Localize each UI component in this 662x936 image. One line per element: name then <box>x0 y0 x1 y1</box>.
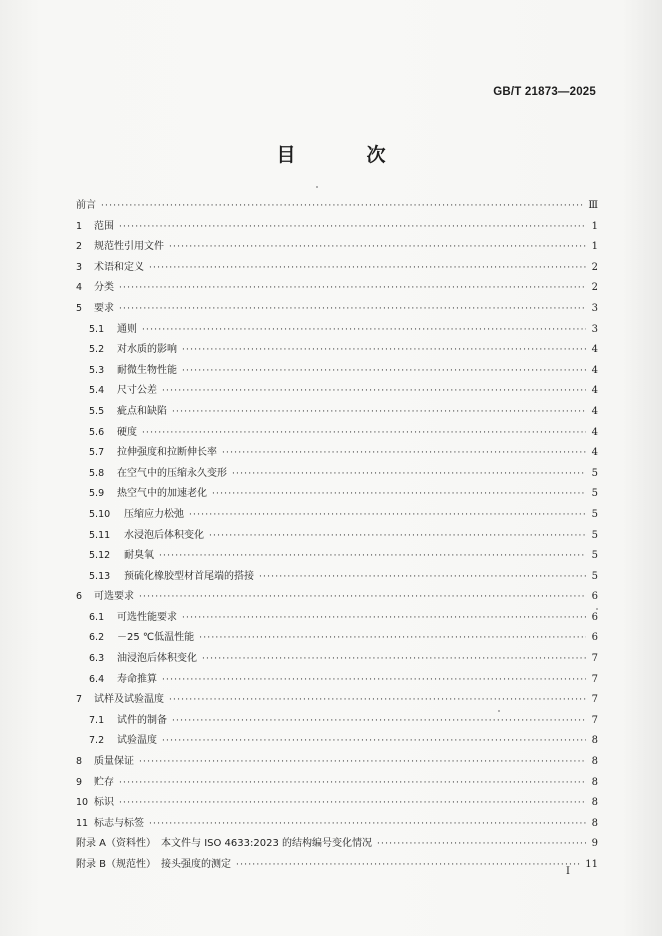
toc-entry-title: 试验温度 <box>117 735 157 747</box>
toc-entry-number: 5.8 <box>89 467 105 479</box>
toc-entry[interactable] <box>76 546 598 567</box>
toc-entry-page: 5 <box>591 488 598 500</box>
dot-leader <box>172 711 586 732</box>
toc-entry-number: 5.6 <box>89 426 105 438</box>
toc-entry-title: 通则 <box>117 323 137 335</box>
dot-leader <box>119 278 586 299</box>
toc-entry-number: 5 <box>76 302 83 314</box>
toc-entry-title: 拉伸强度和拉断伸长率 <box>117 447 217 459</box>
toc-entry-page: 6 <box>591 591 598 603</box>
dot-leader <box>199 628 586 649</box>
toc-entry[interactable] <box>76 237 598 258</box>
toc-entry[interactable] <box>76 340 598 361</box>
toc-entry[interactable] <box>76 752 598 773</box>
footer-page-number: Ⅰ <box>566 866 570 877</box>
toc-entry-title: 范围 <box>94 220 114 232</box>
toc-entry-page: 1 <box>591 220 598 232</box>
dot-leader <box>162 381 586 402</box>
dot-leader <box>182 340 586 361</box>
toc-entry[interactable] <box>76 258 598 279</box>
toc-entry[interactable] <box>76 464 598 485</box>
toc-entry-title: 预硫化橡胶型材首尾端的搭接 <box>124 570 254 582</box>
toc-entry-page: Ⅲ <box>588 200 598 211</box>
dot-leader <box>162 731 586 752</box>
toc-entry-number: 5.1 <box>89 323 105 335</box>
toc-entry[interactable] <box>76 423 598 444</box>
dot-leader <box>119 793 586 814</box>
toc-entry-page: 8 <box>591 776 598 788</box>
toc-entry[interactable] <box>76 773 598 794</box>
toc-entry-page: 11 <box>585 859 598 870</box>
toc-entry-title: 疵点和缺陷 <box>117 405 167 417</box>
dot-leader <box>209 526 586 547</box>
toc-entry-title: 规范性引用文件 <box>94 241 164 253</box>
toc-entry-page: 7 <box>591 653 598 665</box>
toc-entry-page: 8 <box>591 817 598 829</box>
toc-entry[interactable] <box>76 793 598 814</box>
scan-speck <box>316 186 318 188</box>
toc-entry-title: 前言 <box>76 200 96 211</box>
toc-entry-title: 分类 <box>94 282 114 294</box>
toc-entry-title: 贮存 <box>94 776 114 788</box>
toc-entry-title: 可选性能要求 <box>117 611 177 623</box>
toc-entry[interactable] <box>76 587 598 608</box>
toc-entry[interactable] <box>76 711 598 732</box>
page-title: 目 次 <box>276 144 412 166</box>
toc-entry[interactable] <box>76 649 598 670</box>
toc-entry-page: 4 <box>591 385 598 397</box>
toc-entry-number: 5.12 <box>89 550 111 562</box>
toc-entry[interactable] <box>76 690 598 711</box>
toc-entry-page: 5 <box>591 529 598 541</box>
dot-leader <box>159 546 586 567</box>
toc-entry-page: 7 <box>591 673 598 685</box>
dot-leader <box>182 361 586 382</box>
toc-entry-number: 9 <box>76 776 83 788</box>
toc-entry-number: 5.5 <box>89 405 105 417</box>
toc-entry-number: 7.1 <box>89 714 105 726</box>
toc-entry[interactable] <box>76 526 598 547</box>
toc-entry[interactable] <box>76 361 598 382</box>
dot-leader <box>232 464 586 485</box>
dot-leader <box>259 567 586 588</box>
toc-entry[interactable] <box>76 670 598 691</box>
toc-entry-title: 压缩应力松弛 <box>124 508 184 520</box>
toc-entry-page: 4 <box>591 344 598 356</box>
toc-entry[interactable] <box>76 731 598 752</box>
toc-entry[interactable] <box>76 402 598 423</box>
dot-leader <box>202 649 586 670</box>
toc-entry-page: 9 <box>591 838 598 850</box>
toc-entry[interactable] <box>76 814 598 835</box>
scan-speck <box>498 710 500 712</box>
toc-entry[interactable] <box>76 834 598 855</box>
dot-leader <box>377 834 586 855</box>
toc-entry-number: 11 <box>76 817 89 829</box>
toc-entry-title: 水浸泡后体积变化 <box>124 529 204 541</box>
toc-entry-page: 8 <box>591 797 598 809</box>
dot-leader <box>149 258 586 279</box>
toc-entry-number: 7.2 <box>89 735 105 747</box>
toc-entry-page: 8 <box>591 735 598 747</box>
toc-entry-number: 1 <box>76 220 83 232</box>
toc-entry-title: 耐臭氧 <box>124 550 154 562</box>
toc-entry-page: 5 <box>591 467 598 479</box>
dot-leader <box>169 237 586 258</box>
toc-entry[interactable] <box>76 855 598 876</box>
dot-leader <box>212 484 586 505</box>
toc-entry-page: 4 <box>591 405 598 417</box>
toc-entry-page: 7 <box>591 694 598 706</box>
dot-leader <box>172 402 586 423</box>
toc-entry-number: 6.4 <box>89 673 105 685</box>
toc-entry-number: 5.3 <box>89 364 105 376</box>
toc-entry-title: 尺寸公差 <box>117 385 157 397</box>
toc-entry-page: 7 <box>591 714 598 726</box>
toc-entry-number: 5.4 <box>89 385 105 397</box>
toc-entry-title: 质量保证 <box>94 756 134 768</box>
toc-entry[interactable] <box>76 381 598 402</box>
toc-entry-page: 6 <box>591 611 598 623</box>
dot-leader <box>139 752 586 773</box>
toc-entry[interactable] <box>76 278 598 299</box>
dot-leader <box>142 320 586 341</box>
toc-entry-title: 在空气中的压缩永久变形 <box>117 467 227 479</box>
toc-entry-page: 2 <box>591 261 598 273</box>
toc-entry-page: 4 <box>591 447 598 459</box>
toc-entry-page: 8 <box>591 756 598 768</box>
toc-entry[interactable] <box>76 608 598 629</box>
toc-entry-number: 6 <box>76 591 83 603</box>
dot-leader <box>162 670 586 691</box>
toc-entry-title: 硬度 <box>117 426 137 438</box>
scan-speck <box>596 608 598 610</box>
toc-entry[interactable] <box>76 567 598 588</box>
toc-entry-number: 7 <box>76 694 83 706</box>
toc-entry-title: 油浸泡后体积变化 <box>117 653 197 665</box>
toc-entry-page: 3 <box>591 323 598 335</box>
toc-entry-title: 标识 <box>94 797 114 809</box>
dot-leader <box>189 505 586 526</box>
toc-entry-title: －25 ℃低温性能 <box>117 632 195 644</box>
toc-entry-number: 5.11 <box>89 529 111 541</box>
toc-entry-title: 要求 <box>94 302 114 314</box>
toc-entry-page: 5 <box>591 550 598 562</box>
dot-leader <box>119 217 586 238</box>
toc-entry[interactable] <box>76 505 598 526</box>
toc-entry-page: 1 <box>591 241 598 253</box>
toc-entry-page: 3 <box>591 302 598 314</box>
toc-entry-number: 4 <box>76 282 83 294</box>
toc-entry-number: 10 <box>76 797 89 809</box>
toc-entry-number: 3 <box>76 261 83 273</box>
dot-leader <box>119 773 586 794</box>
dot-leader <box>119 299 586 320</box>
toc-entry-title: 试件的制备 <box>117 714 167 726</box>
toc-entry-page: 4 <box>591 426 598 438</box>
toc-entry-page: 5 <box>591 570 598 582</box>
toc-entry-title: 标志与标签 <box>94 817 144 829</box>
toc-entry-number: 5.7 <box>89 447 105 459</box>
toc-entry-page: 5 <box>591 508 598 520</box>
dot-leader <box>142 423 586 444</box>
toc-entry-number: 5.13 <box>89 570 111 582</box>
toc-entry-page: 4 <box>591 364 598 376</box>
toc-entry-title: 寿命推算 <box>117 673 157 685</box>
toc-entry[interactable] <box>76 196 598 217</box>
toc-entry-number: 6.2 <box>89 632 105 644</box>
document-id: GB/T 21873—2025 <box>493 86 596 98</box>
toc-entry[interactable] <box>76 484 598 505</box>
toc-entry-number: 6.1 <box>89 611 105 623</box>
dot-leader <box>222 443 586 464</box>
toc-entry-page: 6 <box>591 632 598 644</box>
dot-leader <box>101 196 584 217</box>
toc-entry[interactable] <box>76 443 598 464</box>
toc-entry-title: 附录 A（资料性） 本文件与 ISO 4633:2023 的结构编号变化情况 <box>76 838 372 850</box>
toc-entry[interactable] <box>76 320 598 341</box>
toc-entry-number: 2 <box>76 241 83 253</box>
toc-entry-number: 5.9 <box>89 488 105 500</box>
toc-entry-number: 6.3 <box>89 653 105 665</box>
toc-entry-number: 8 <box>76 756 83 768</box>
toc-entry-number: 5.10 <box>89 508 111 520</box>
toc-entry-title: 术语和定义 <box>94 261 144 273</box>
dot-leader <box>169 690 586 711</box>
dot-leader <box>149 814 586 835</box>
toc-entry[interactable] <box>76 628 598 649</box>
dot-leader <box>236 855 581 876</box>
toc-entry-page: 2 <box>591 282 598 294</box>
dot-leader <box>139 587 586 608</box>
toc-entry-title: 试样及试验温度 <box>94 694 164 706</box>
dot-leader <box>182 608 586 629</box>
toc-entry-title: 附录 B（规范性） 接头强度的测定 <box>76 859 232 870</box>
toc-entry-title: 对水质的影响 <box>117 344 177 356</box>
table-of-contents <box>76 196 598 876</box>
toc-entry-title: 耐微生物性能 <box>117 364 177 376</box>
toc-entry[interactable] <box>76 299 598 320</box>
toc-entry[interactable] <box>76 217 598 238</box>
toc-entry-title: 可选要求 <box>94 591 134 603</box>
toc-entry-title: 热空气中的加速老化 <box>117 488 207 500</box>
toc-entry-number: 5.2 <box>89 344 105 356</box>
